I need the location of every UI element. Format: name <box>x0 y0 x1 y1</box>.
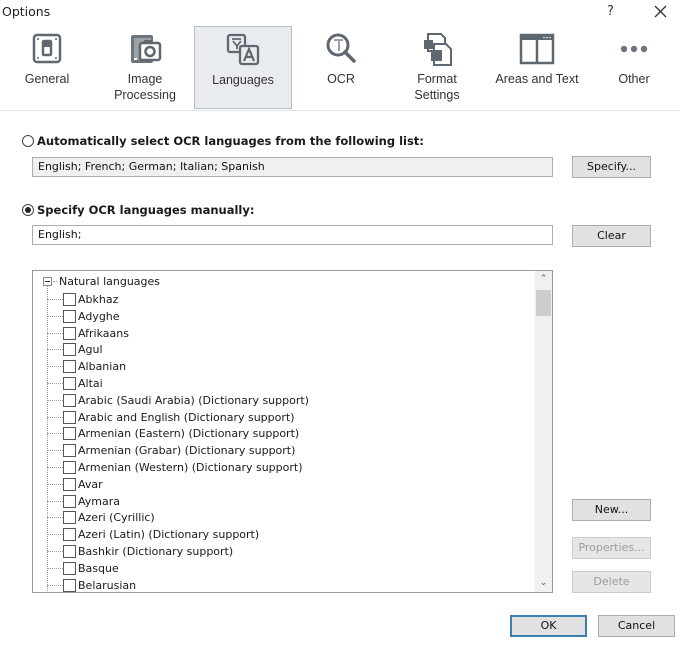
language-label: Aymara <box>78 494 121 508</box>
tree-connector <box>47 333 63 334</box>
tree-item[interactable] <box>47 509 155 526</box>
tree-item[interactable] <box>47 358 126 375</box>
language-label: Basque <box>78 561 119 575</box>
window-title: Options <box>2 4 51 19</box>
language-checkbox[interactable] <box>63 461 76 474</box>
tree-connector <box>47 467 63 468</box>
languages-tree <box>32 270 553 593</box>
language-checkbox[interactable] <box>63 411 76 424</box>
tree-connector <box>47 366 63 367</box>
delete-button[interactable]: Delete <box>572 571 651 593</box>
language-checkbox[interactable] <box>63 427 76 440</box>
manual-languages-input[interactable]: English; <box>32 225 553 245</box>
auto-select-label: Automatically select OCR languages from the following list: <box>37 134 424 148</box>
language-checkbox[interactable] <box>63 579 76 592</box>
auto-languages-field: English; French; German; Italian; Spanish <box>32 157 553 177</box>
tab-general[interactable] <box>4 26 90 109</box>
language-checkbox[interactable] <box>63 528 76 541</box>
tree-item[interactable] <box>47 577 136 593</box>
documents-icon <box>419 32 455 66</box>
tree-item[interactable] <box>47 560 119 577</box>
magnifier-icon <box>323 32 359 66</box>
tree-item[interactable] <box>47 526 259 543</box>
scroll-up-arrow-icon[interactable]: ⌃ <box>539 274 548 284</box>
language-checkbox[interactable] <box>63 562 76 575</box>
tree-connector <box>47 501 63 502</box>
tree-connector <box>47 299 63 300</box>
tree-item[interactable] <box>47 442 295 459</box>
language-checkbox[interactable] <box>63 478 76 491</box>
language-label: Belarusian <box>78 578 137 592</box>
tree-item[interactable] <box>47 375 103 392</box>
tab-format-settings[interactable] <box>394 26 480 109</box>
language-label: Armenian (Eastern) (Dictionary support) <box>78 427 300 441</box>
tree-root-label: Natural languages <box>59 275 161 288</box>
tab-label: Image Processing <box>114 72 176 102</box>
manual-select-radio[interactable] <box>22 204 34 216</box>
language-checkbox[interactable] <box>63 394 76 407</box>
tree-item[interactable] <box>47 341 103 358</box>
close-button[interactable] <box>650 1 672 23</box>
tree-connector <box>47 551 63 552</box>
language-label: Adyghe <box>78 309 120 323</box>
language-label: Armenian (Western) (Dictionary support) <box>78 461 303 474</box>
language-checkbox[interactable] <box>63 511 76 524</box>
language-label: Albanian <box>78 360 127 374</box>
language-label: Azeri (Cyrillic) <box>78 511 155 525</box>
language-label: Afrikaans <box>78 326 129 340</box>
tree-connector <box>47 517 63 518</box>
language-translate-icon <box>225 33 261 67</box>
tree-item[interactable] <box>47 291 118 308</box>
two-column-window-icon <box>519 32 555 66</box>
tree-connector <box>47 433 63 434</box>
language-label: Arabic and English (Dictionary support) <box>78 410 295 424</box>
properties-button[interactable]: Properties... <box>572 537 651 559</box>
tree-connector <box>47 585 63 586</box>
language-checkbox[interactable] <box>63 444 76 457</box>
language-checkbox[interactable] <box>63 545 76 558</box>
tree-connector <box>47 417 63 418</box>
language-checkbox[interactable] <box>63 495 76 508</box>
ok-button[interactable]: OK <box>510 615 587 637</box>
camera-icon <box>127 32 163 66</box>
language-checkbox[interactable] <box>63 310 76 323</box>
tab-label: Other <box>618 72 650 86</box>
auto-select-radio[interactable] <box>22 135 34 147</box>
specify-button[interactable]: Specify... <box>572 156 651 178</box>
tree-connector <box>47 400 63 401</box>
tab-label: Languages <box>212 73 274 87</box>
tree-item[interactable] <box>47 476 103 493</box>
language-label: Armenian (Grabar) (Dictionary support) <box>78 444 296 458</box>
toolbar-divider <box>0 110 680 111</box>
tab-label: OCR <box>327 72 355 86</box>
tree-connector <box>53 281 57 282</box>
tree-connector <box>47 316 63 317</box>
tree-connector <box>47 383 63 384</box>
language-checkbox[interactable] <box>63 327 76 340</box>
auto-select-radio-row[interactable] <box>22 134 424 148</box>
toggle-switch-icon <box>29 32 65 66</box>
tree-item[interactable] <box>47 392 309 409</box>
language-label: Altai <box>78 377 103 390</box>
tree-item[interactable] <box>47 425 299 442</box>
tab-image-processing[interactable] <box>102 26 188 109</box>
language-label: Azeri (Latin) (Dictionary support) <box>78 528 260 542</box>
tree-item[interactable] <box>47 459 303 476</box>
ellipsis-icon <box>616 32 652 66</box>
language-label: Agul <box>78 343 103 357</box>
language-checkbox[interactable] <box>63 343 76 356</box>
language-checkbox[interactable] <box>63 293 76 306</box>
tree-item[interactable] <box>47 493 120 510</box>
tree-item[interactable] <box>47 308 120 325</box>
tab-languages[interactable] <box>194 26 292 109</box>
scroll-thumb[interactable] <box>536 290 551 316</box>
tab-ocr[interactable] <box>298 26 384 109</box>
clear-button[interactable]: Clear <box>572 225 651 247</box>
close-icon <box>650 1 672 23</box>
language-checkbox[interactable] <box>63 360 76 373</box>
language-label: Abkhaz <box>78 293 119 306</box>
tree-item[interactable] <box>47 325 129 342</box>
tree-connector <box>47 349 63 350</box>
scroll-down-arrow-icon[interactable]: ⌄ <box>539 578 548 588</box>
manual-select-radio-row[interactable] <box>22 203 254 217</box>
new-button[interactable]: New... <box>572 499 651 521</box>
tree-connector <box>47 484 63 485</box>
tree-connector <box>47 450 63 451</box>
collapse-icon[interactable] <box>43 277 52 286</box>
language-label: Bashkir (Dictionary support) <box>78 545 234 558</box>
tab-label: Areas and Text <box>495 72 579 86</box>
tab-other[interactable] <box>592 26 676 109</box>
cancel-button[interactable]: Cancel <box>598 615 675 637</box>
manual-select-label: Specify OCR languages manually: <box>37 203 255 217</box>
tab-areas-and-text[interactable] <box>490 26 584 109</box>
tree-item[interactable] <box>47 409 295 426</box>
tree-connector <box>47 568 63 569</box>
tab-label: Format Settings <box>414 72 460 102</box>
help-button[interactable]: ? <box>607 4 614 19</box>
language-label: Arabic (Saudi Arabia) (Dictionary support) <box>78 393 309 407</box>
language-checkbox[interactable] <box>63 377 76 390</box>
tree-connector <box>47 534 63 535</box>
category-toolbar <box>0 26 680 110</box>
tree-root-natural-languages[interactable] <box>43 275 160 288</box>
language-label: Avar <box>78 477 103 491</box>
tab-label: General <box>24 72 70 86</box>
vertical-scrollbar[interactable] <box>535 271 552 592</box>
tree-item[interactable] <box>47 543 233 560</box>
